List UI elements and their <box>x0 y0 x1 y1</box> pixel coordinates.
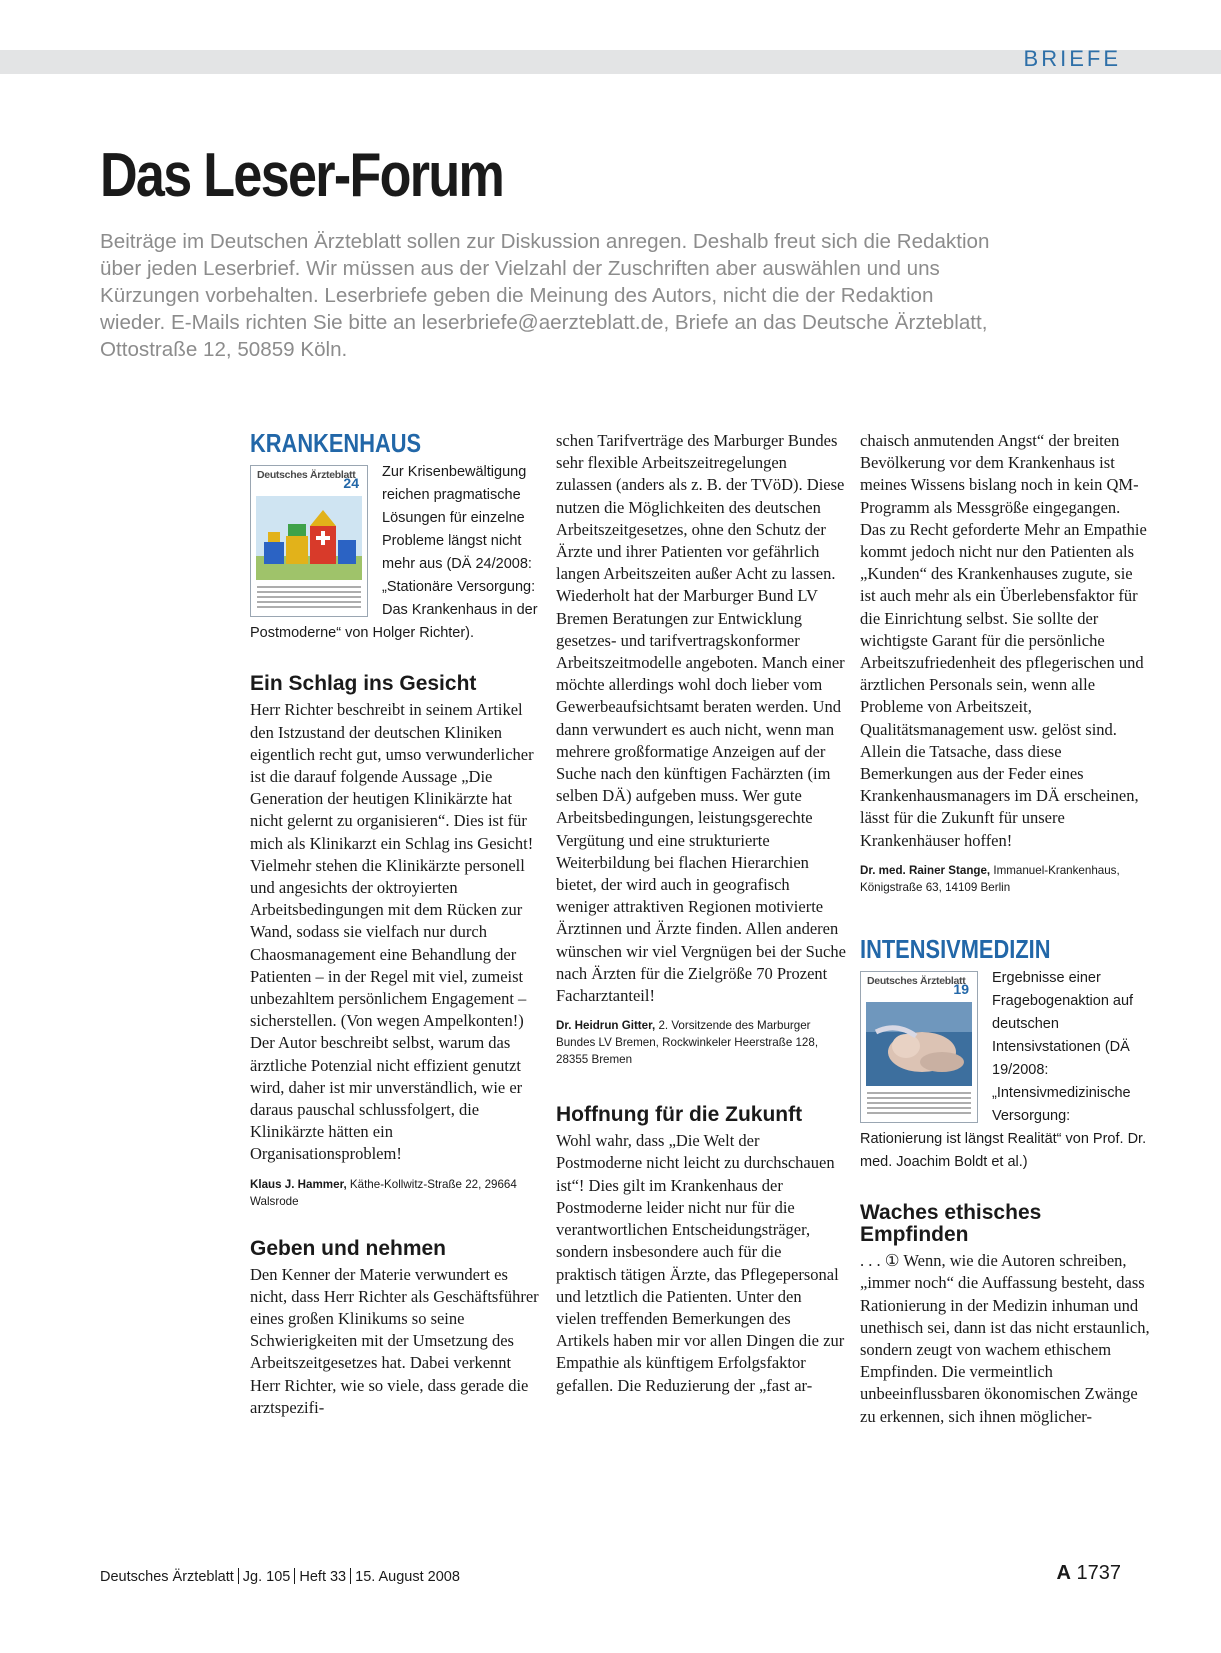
cover-title: Deutsches Ärzteblatt <box>867 975 966 988</box>
letter-signature <box>860 862 1150 896</box>
letter-body-continued: chaisch anmutenden Angst“ der breiten Bevölkerung vor dem Krankenhaus ist meines Wissens bislang noch in kein QM-Programm als Messgröße eingegangen. Das zu Recht geforderte Mehr an Empathie kommt jedoch nicht nur den Patienten als „Kunden“ des Krankenhauses zugute, sie ist auch mehr als ein Überlebensfaktor für die Einrichtung selbst. Sie sollte der wichtigste Garant für die persönliche Arbeitszufriedenheit des pflegerischen und ärztlichen Personals sein, wenn alle Probleme von Arbeitszeit, Qualitätsmanagement usw. gelöst sind. Allein die Tatsache, dass diese Bemerkungen aus der Feder eines Krankenhausmanagers im DÄ erscheinen, lässt für die Zukunft für unsere Krankenhäuser hoffen! <box>860 431 1147 850</box>
letter-body-continued: schen Tarifverträge des Marburger Bundes sehr flexible Arbeitszeitregelungen zulassen (anders als z. B. der TVöD). Diese nutzen die Möglichkeiten des deutschen Arbeitszeitgesetzes, ohne den Schutz der Ärzte und ihrer Patienten vor gefährlich langen Arbeitszeiten außer Acht zu lassen. Wiederholt hat der Marburger Bund LV Bremen Beratungen zur Entwicklung gesetzes- und tarifvertragskonformer Arbeitszeitmodelle angeboten. Manch einer möchte allerdings wohl doch lieber vom Gewerbeaufsichtsamt beraten werden. Und dann verwundert es auch nicht, wenn man mehrere großformatige Anzeigen auf der Suche nach den künftigen Fachärzten (im selben DÄ) aufgeben muss. Wer gute Arbeitsbedingungen, leistungsgerechte Vergütung und eine strukturierte Weiterbildung bei flachen Hierarchien bietet, der wird auch in geografisch weniger attraktiven Regionen motivierte Ärztinnen und Ärzte finden. Allen anderen wünschen wir viel Vergnügen bei der Suche nach Ärzten für die Zielgröße 70 Prozent Facharztanteil! <box>556 431 846 1006</box>
cover-text-lines <box>867 1092 971 1114</box>
teaser-text: Zur Krisenbewältigung reichen pragmatische Lösungen für einzelne Probleme längst nicht mehr aus (DÄ 24/2008: „Stationäre Versorgung: Das Krankenhaus in der Postmoderne“ von Holger Richter). <box>250 464 538 642</box>
column-1 <box>250 430 540 1540</box>
cover-text-lines <box>257 586 361 608</box>
page-prefix: A <box>1056 1562 1071 1584</box>
cover-issue-number: 24 <box>343 475 359 492</box>
page-title: Das Leser-Forum <box>100 141 504 210</box>
newborn-baby-image <box>866 1002 972 1086</box>
rubric-intensivmedizin: INTENSIVMEDIZIN <box>860 933 1051 964</box>
teaser-text: Ergebnisse einer Fragebogenaktion auf deutschen Intensivstationen (DÄ 19/2008: „Intensivmedizinische Versorgung: Rationierung ist längst Realität“ von Prof. Dr. med. Joachim Boldt et al.) <box>860 970 1147 1171</box>
separator <box>238 1568 239 1584</box>
letter-signature <box>250 1176 540 1210</box>
author-address: Immanuel-Krankenhaus, Königstraße 63, 14109 Berlin <box>860 863 1120 894</box>
letter-body: . . . ① Wenn, wie die Autoren schreiben, „immer noch“ die Auffassung besteht, dass Rationierung in der Medizin inhuman und unethisch sei, dann ist das nicht erstaunlich, sondern zeugt von wachem ethischem Empfinden. Die vermeintlich unbeeinflussbaren ökonomischen Zwänge zu erkennen, sich ihnen möglicher- <box>860 1251 1150 1426</box>
letter-headline: Waches ethisches Empfinden <box>860 1201 1042 1247</box>
letter-body: Wohl wahr, dass „Die Welt der Postmoderne nicht leicht zu durchschauen ist“! Dies gilt im Krankenhaus der Postmoderne leider nicht nur für die verantwortlichen Entscheidungsträger, sondern insbesondere auch für die praktisch tätigen Ärzte, das Pflegepersonal und letztlich die Patienten. Unter den vielen treffenden Bemerkungen des Artikels haben mir vor allen Dingen die zur Empathie als künftigem Erfolgsfaktor gefallen. Die Reduzierung der „fast ar- <box>556 1131 845 1395</box>
cover-issue-number: 19 <box>953 981 969 998</box>
cover-title: Deutsches Ärzteblatt <box>257 469 356 482</box>
page-number-value: 1737 <box>1076 1562 1121 1584</box>
author-name: Dr. med. Rainer Stange, <box>860 863 991 877</box>
page-number <box>1056 1562 1121 1585</box>
intro-text: Beiträge im Deutschen Ärzteblatt sollen zur Diskussion anregen. Deshalb freut sich die Redaktion über jeden Leserbrief. Wir müssen aus der Vielzahl der Zuschriften aber auswählen und uns Kürzungen vorbehalten. Leserbriefe geben die Meinung des Autors, nicht die der Redaktion wieder. E-Mails richten Sie bitte an leserbriefe@aerzteblatt.de, Briefe an das Deutsche Ärzteblatt, Ottostraße 12, 50859 Köln. <box>100 230 990 361</box>
letter-headline: Geben und nehmen <box>250 1236 447 1260</box>
separator <box>294 1568 295 1584</box>
column-2 <box>556 430 846 1540</box>
footer-journal: Deutsches Ärzteblatt <box>100 1569 234 1585</box>
author-name: Dr. Heidrun Gitter, <box>556 1019 656 1033</box>
section-label: BRIEFE <box>1023 46 1121 71</box>
column-3 <box>860 430 1150 1540</box>
letter-body: Den Kenner der Materie verwundert es nicht, dass Herr Richter als Geschäftsführer eines großen Klinikums so seine Schwierigkeiten mit der Umsetzung des Arbeitszeitgesetzes hat. Dabei verkennt Herr Richter, wie so viele, dass gerade die arztspezifi- <box>250 1264 539 1417</box>
letter-signature <box>556 1017 846 1068</box>
footer-volume: Jg. 105 <box>242 1569 291 1585</box>
magazine-cover-24 <box>250 465 368 617</box>
footer-citation <box>100 1568 460 1585</box>
rubric-krankenhaus: KRANKENHAUS <box>250 430 422 458</box>
magazine-cover-19 <box>860 971 978 1123</box>
author-name: Klaus J. Hammer, <box>250 1177 347 1191</box>
toy-blocks-image <box>256 496 362 580</box>
author-address: 2. Vorsitzende des Marburger Bundes LV Bremen, Rockwinkeler Heerstraße 128, 28355 Bremen <box>556 1019 819 1067</box>
letter-headline: Ein Schlag ins Gesicht <box>250 672 477 696</box>
separator <box>350 1568 351 1584</box>
author-address: Käthe-Kollwitz-Straße 22, 29664 Walsrode <box>250 1177 517 1208</box>
footer-date: 15. August 2008 <box>355 1569 460 1585</box>
letter-headline: Hoffnung für die Zukunft <box>556 1103 803 1127</box>
teaser-intensivmedizin <box>860 967 1150 1174</box>
teaser-krankenhaus <box>250 461 540 645</box>
footer-issue: Heft 33 <box>299 1569 347 1585</box>
letter-body: Herr Richter beschreibt in seinem Artikel den Istzustand der deutschen Kliniken eigentlich recht gut, umso verwunderlicher ist die darauf folgende Aussage „Die Generation der heutigen Klinikärzte hat nicht gelernt zu organisieren“. Dies ist für mich als Klinikarzt ein Schlag ins Gesicht! Vielmehr stehen die Klinikärzte personell und angesichts der oktroyierten Arbeitsbedingungen mit dem Rücken zur Wand, sodass sie vielfach nur durch Chaosmanagement eine Behandlung der Patienten – in der Regel mit viel, zumeist unbezahltem persönlichem Engagement – sicherstellen. (Von wegen Ampelkonten!) Der Autor beschreibt selbst, warum das ärztliche Potenzial nicht effizient genutzt wird, daher ist mir unverständlich, wie er daraus pauschal schlussfolgert, die Klinikärzte hätten ein Organisationsproblem! <box>250 700 534 1164</box>
